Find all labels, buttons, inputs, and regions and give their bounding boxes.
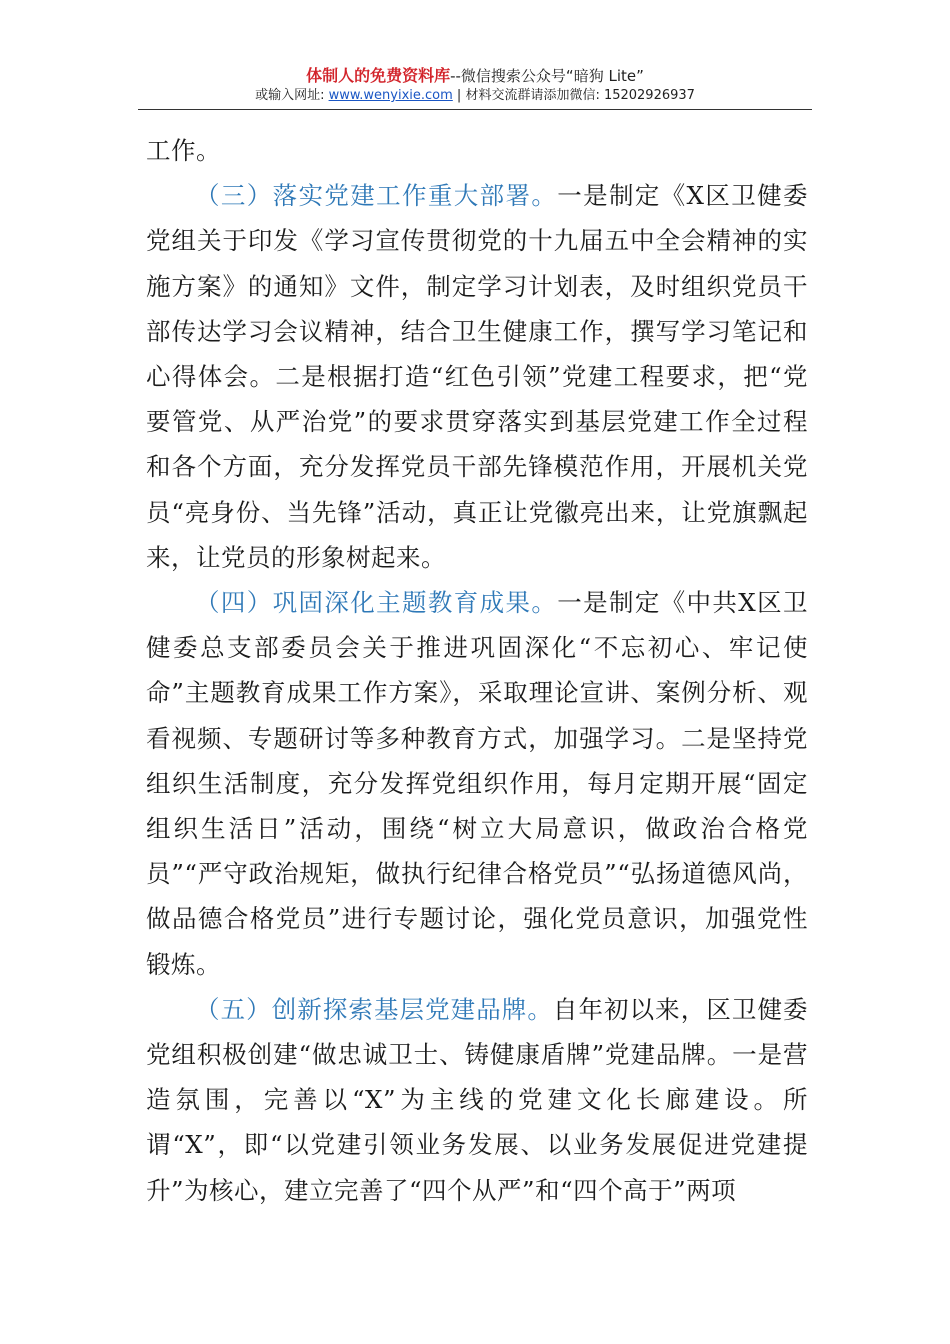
header-divider (138, 109, 812, 110)
page-header (0, 66, 950, 105)
section-heading: （四）巩固深化主题教育成果。 (195, 588, 558, 618)
section-heading: （三）落实党建工作重大部署。 (195, 181, 558, 211)
paragraph-section-5 (146, 987, 808, 1213)
header-line-1 (0, 66, 950, 86)
document-body (146, 128, 808, 1213)
header-url-prefix: 或输入网址: (255, 88, 329, 103)
paragraph-text: 一是制定《X区卫健委党组关于印发《学习宣传贯彻党的十九届五中全会精神的实施方案》的通知》文件，制定学习计划表，及时组织党员干部传达学习会议精神，结合卫生健康工作，撰写学习笔记和心得体会。二是根据打造“红色引领”党建工程要求，把“党要管党、从严治党”的要求贯穿落实到基层党建工作全过程和各个方面，充分发挥党员干部先锋模范作用，开展机关党员“亮身份、当先锋”活动，真正让党徽亮出来，让党旗飘起来，让党员的形象树起来。 (146, 181, 808, 572)
paragraph-section-4 (146, 580, 808, 987)
header-subtitle: --微信搜索公众号“暗狗 Lite” (450, 67, 644, 85)
section-heading: （五）创新探索基层党建品牌。 (195, 994, 553, 1024)
paragraph-continuation (146, 128, 808, 173)
header-line-2 (0, 86, 950, 105)
header-contact: | 材料交流群请添加微信: 15202926937 (452, 88, 695, 103)
paragraph-text: 一是制定《中共X区卫健委总支部委员会关于推进巩固深化“不忘初心、牢记使命”主题教育成果工作方案》，采取理论宣讲、案例分析、观看视频、专题研讨等多种教育方式，加强学习。二是坚持党组织生活制度，充分发挥党组织作用，每月定期开展“固定组织生活日”活动，围绕“树立大局意识，做政治合格党员”“严守政治规矩，做执行纪律合格党员”“弘扬道德风尚，做品德合格党员”进行专题讨论，强化党员意识，加强党性锻炼。 (146, 588, 808, 979)
paragraph-text: 自年初以来，区卫健委党组积极创建“做忠诚卫士、铸健康盾牌”党建品牌。一是营造氛围，完善以“X”为主线的党建文化长廊建设。所谓“X”，即“以党建引领业务发展、以业务发展促进党建提升”为核心，建立完善了“四个从严”和“四个高于”两项 (146, 994, 809, 1205)
paragraph-text: 工作。 (146, 136, 221, 165)
header-url-link[interactable]: www.wenyixie.com (328, 88, 453, 103)
header-brand: 体制人的免费资料库 (306, 66, 451, 85)
paragraph-section-3 (146, 173, 808, 580)
